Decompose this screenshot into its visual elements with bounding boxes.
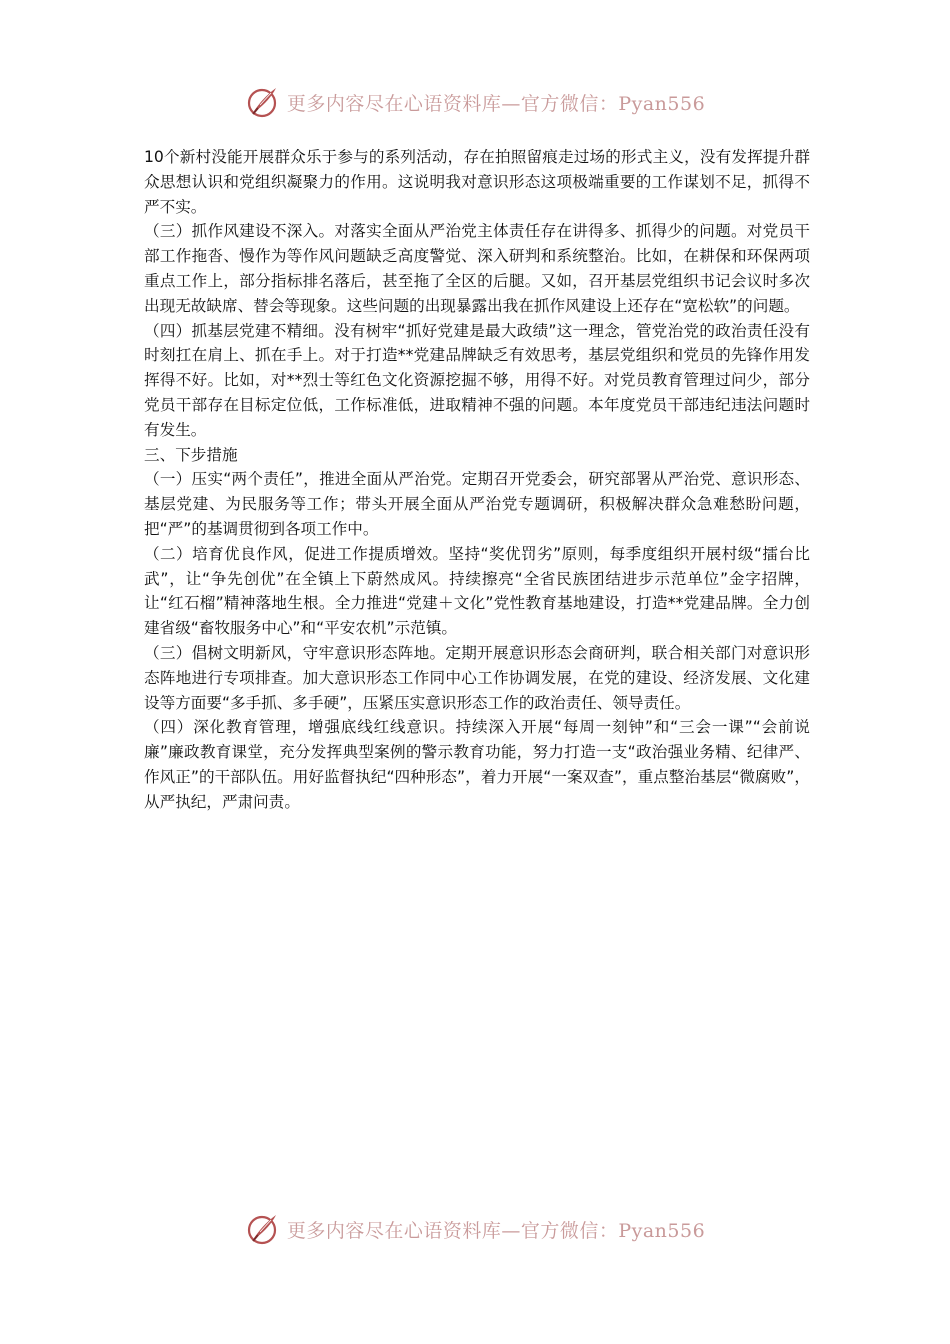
quill-pen-logo-icon [245,84,281,120]
quill-pen-logo-icon [245,1211,281,1247]
header-watermark-banner [0,80,950,124]
paragraph: （一）压实“两个责任”，推进全面从严治党。定期召开党委会，研究部署从严治党、意识形态、基层党建、为民服务等工作；带头开展全面从严治党专题调研，积极解决群众急难愁盼问题，把“严”的基调贯彻到各项工作中。 [144,470,810,538]
paragraph: （四）深化教育管理，增强底线红线意识。持续深入开展“每周一刻钟”和“三会一课”“会前说廉”廉政教育课堂，充分发挥典型案例的警示教育功能，努力打造一支“政治强业务精、纪律严、作风正”的干部队伍。用好监督执纪“四种形态”，着力开展“一案双查”，重点整治基层“微腐败”，从严执纪，严肃问责。 [144,718,810,811]
footer-watermark-banner [0,1207,950,1251]
paragraph: （四）抓基层党建不精细。没有树牢“抓好党建是最大政绩”这一理念，管党治党的政治责任没有时刻扛在肩上、抓在手上。对于打造**党建品牌缺乏有效思考，基层党组织和党员的先锋作用发挥得不好。比如，对**烈士等红色文化资源挖掘不够，用得不好。对党员教育管理过问少，部分党员干部存在目标定位低，工作标准低，进取精神不强的问题。本年度党员干部违纪违法问题时有发生。 [144,321,810,439]
watermark-text: 更多内容尽在心语资料库—官方微信：Pyan556 [286,92,706,115]
paragraph: （三）倡树文明新风，守牢意识形态阵地。定期开展意识形态会商研判，联合相关部门对意识形态阵地进行专项排查。加大意识形态工作同中心工作协调发展，在党的建设、经济发展、文化建设等方面要“多手抓、多手硬”，压紧压实意识形态工作的政治责任、领导责任。 [144,643,810,712]
paragraph: （二）培育优良作风，促进工作提质增效。坚持“奖优罚劣”原则，每季度组织开展村级“擂台比武”，让“争先创优”在全镇上下蔚然成风。持续擦亮“全省民族团结进步示范单位”金字招牌，让“红石榴”精神落地生根。全力推进“党建＋文化”党性教育基地建设，打造**党建品牌。全力创建省级“畜牧服务中心”和“平安农机”示范镇。 [144,544,810,638]
section-heading: 三、下步措施 [144,445,238,464]
watermark-text: 更多内容尽在心语资料库—官方微信：Pyan556 [286,1219,706,1242]
paragraph: 10个新村没能开展群众乐于参与的系列活动，存在拍照留痕走过场的形式主义，没有发挥提升群众思想认识和党组织凝聚力的作用。这说明我对意识形态这项极端重要的工作谋划不足，抓得不严不实。 [144,148,810,216]
paragraph: （三）抓作风建设不深入。对落实全面从严治党主体责任存在讲得多、抓得少的问题。对党员干部工作拖沓、慢作为等作风问题缺乏高度警觉、深入研判和系统整治。比如，在耕保和环保两项重点工作上，部分指标排名落后，甚至拖了全区的后腿。又如，召开基层党组织书记会议时多次出现无故缺席、替会等现象。这些问题的出现暴露出我在抓作风建设上还存在“宽松软”的问题。 [144,222,810,315]
document-body [144,145,810,815]
